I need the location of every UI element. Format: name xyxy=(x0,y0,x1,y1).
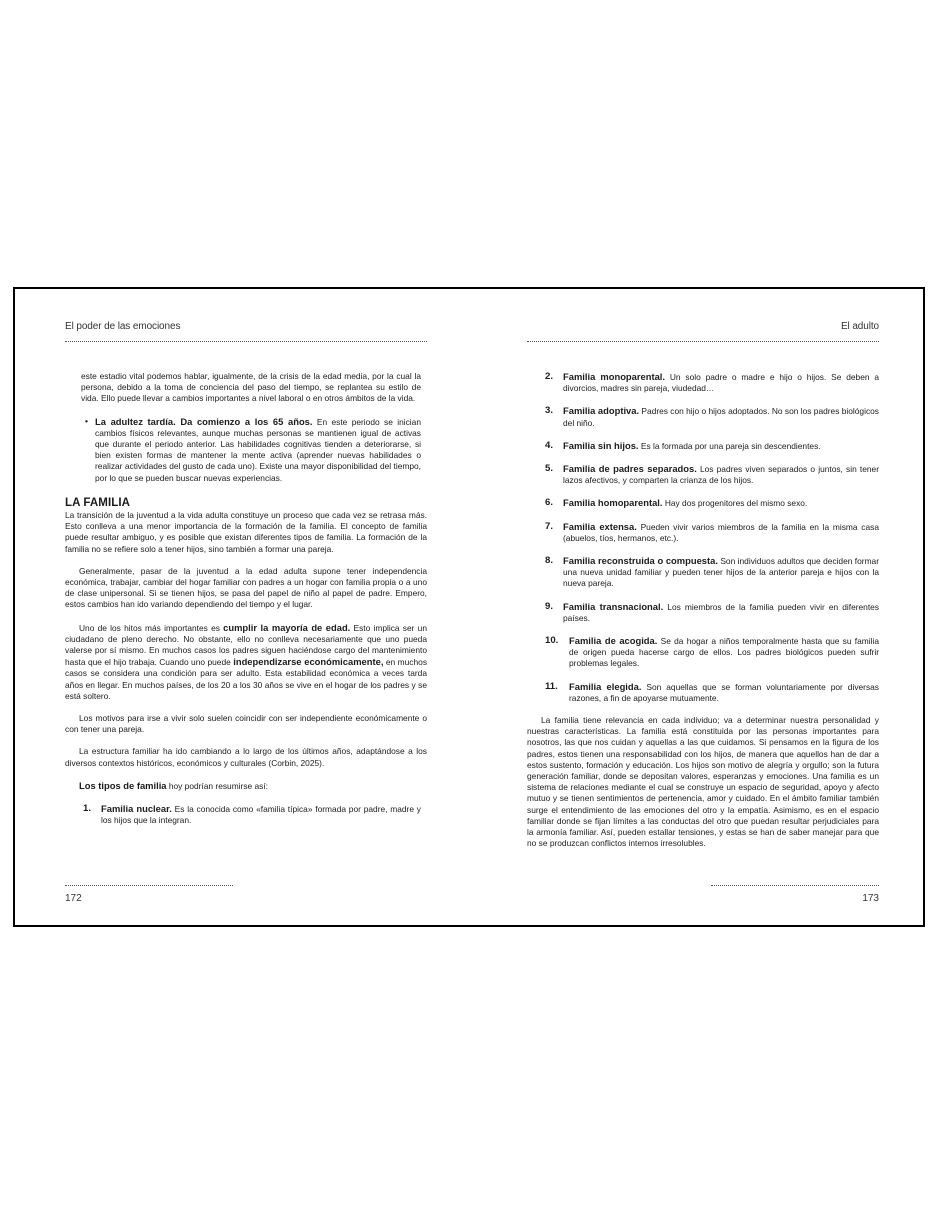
bullet-dot: • xyxy=(85,415,88,426)
list-item-bold: Familia homoparental. xyxy=(563,497,663,509)
list-item-4 xyxy=(545,440,879,452)
list-number: 1. xyxy=(83,803,92,815)
family-types-list xyxy=(527,371,879,704)
paragraph-1: La transición de la juventud a la vida adulta constituye un proceso que cada vez se retrasa más. Esto conlleva a una menor importancia de la formación de la familia. El concepto de familia puede resultar ambiguo, y es posible que existan diferentes tipos de familia. La formación de la familia no se refiere solo a tener hijos, sino también a formar una pareja. xyxy=(65,510,427,554)
list-item-text: Padres con hijo o hijos adoptados. No son los padres biológicos del niño. xyxy=(563,406,879,428)
list-item-9 xyxy=(545,601,879,624)
bullet-late-adulthood xyxy=(65,416,427,484)
list-number: 9. xyxy=(545,600,554,612)
list-item-bold: Familia nuclear. xyxy=(101,803,172,815)
list-item-text: Es la conocida como «familia típica» formada por padre, madre y los hijos que la integran. xyxy=(101,804,421,826)
paragraph-3 xyxy=(65,622,427,702)
list-item-bold: Familia sin hijos. xyxy=(563,439,639,451)
list-item-text: Los miembros de la familia pueden vivir en diferentes países. xyxy=(563,601,879,623)
paragraph-2: Generalmente, pasar de la juventud a la edad adulta supone tener independencia económica, trabajar, cambiar del hogar familiar con padres a un hogar con familia propia o a uno de clase unipersonal. Si se tienen hijos, se pasa del papel de niño al papel de padre. Empero, estos cambios han ido variando dependiendo del tiempo y el lugar. xyxy=(65,565,427,610)
list-number: 5. xyxy=(545,463,554,475)
section-title: LA FAMILIA xyxy=(65,496,131,509)
bullet-text: En este periodo se inician cambios físicos relevantes, aunque muchas personas se mantienen igual de activas que durante el periodo anterior. Las habilidades cognitivas tienden a deteriorarse, si bien existen formas de mantener la mente activa (aprender nuevas habilidades o realizar actividades del gusto de cada uno). Existe una mayor disponibilidad del tiempo, por lo que se pueden buscar nuevas experiencias. xyxy=(95,416,421,483)
list-number: 10. xyxy=(545,635,559,647)
list-item-1 xyxy=(83,803,427,826)
list-item-10 xyxy=(545,635,879,670)
header-rule-left xyxy=(65,341,427,342)
list-item-bold: Familia monoparental. xyxy=(563,371,666,382)
list-item-6 xyxy=(545,497,879,509)
right-page-body xyxy=(527,371,879,861)
paragraph-4: Los motivos para irse a vivir solo suelen coincidir con ser independiente económicamente o con tener una pareja. xyxy=(65,713,427,735)
list-item-5 xyxy=(545,463,879,486)
p3-bold-b: cumplir la mayoría de edad. xyxy=(223,621,351,633)
footer-rule-right xyxy=(711,885,879,886)
list-item-text: Se da hogar a niños temporalmente hasta que su familia de origen pueda hacerse cargo de ellos. Los padres biológicos pueden sufrir problemas legales. xyxy=(569,636,879,669)
list-item-bold: Familia de acogida. xyxy=(569,635,658,647)
list-item-text: Son individuos adultos que deciden formar una nueva unidad familiar y pueden tener hijos de la anterior pareja e hijos con la nueva pareja. xyxy=(563,556,880,589)
p3-bold-d: independizarse económicamente, xyxy=(233,656,384,668)
running-header-left: El poder de las emociones xyxy=(65,321,181,332)
closing-paragraph: La familia tiene relevancia en cada individuo; va a determinar nuestra personalidad y nuestras características. La familia está constituida por las personas importantes para nosotros, las que nos cuidan y aquellas a las que cuidamos. Si pensamos en la figura de los padres, estos tienen una responsabilidad con los hijos, de manera que aquellos han de dar a estos sustento, formación y educación. Los hijos son motivo de alegría y orgullo; son la futura generación familiar, donde se depositan valores, esperanzas y emociones. Una familia es un sistema de relaciones mediante el cual se construye un espacio de seguridad, apoyo y afecto mutuo y se tienen sentimientos de pertenencia, amor y cuidado. En el ámbito familiar también surge el entendimiento de las emociones del otro y la empatía. Asimismo, es en el espacio familiar donde se fijan límites a las conductas del otro que puedan resultar perjudiciales para la armonía familiar. Así, pueden estallar tensiones, y estas se han de saber manejar para que no se produzcan conflictos internos irresolubles. xyxy=(527,715,879,849)
list-number: 3. xyxy=(545,405,554,417)
list-item-text: Pueden vivir varios miembros de la familia en la misma casa (abuelos, tíos, hermanos, etc.). xyxy=(563,521,879,543)
footer-rule-left xyxy=(65,885,233,886)
header-rule-right xyxy=(527,341,879,342)
list-item-2 xyxy=(545,371,879,394)
left-page-body xyxy=(65,371,427,838)
list-item-bold: Familia transnacional. xyxy=(563,600,664,612)
list-item-bold: Familia de padres separados. xyxy=(563,463,697,475)
list-number: 7. xyxy=(545,520,554,532)
list-number: 2. xyxy=(545,371,554,382)
list-number: 8. xyxy=(545,555,554,567)
list-item-bold: Familia adoptiva. xyxy=(563,405,640,417)
list-item-bold: Familia extensa. xyxy=(563,520,637,532)
types-bold: Los tipos de familia xyxy=(79,779,167,791)
list-item-bold: Familia reconstruida o compuesta. xyxy=(563,555,718,567)
paragraph-5: La estructura familiar ha ido cambiando a lo largo de los últimos años, adaptándose a los diversos contextos históricos, económicos y culturales (Corbin, 2025). xyxy=(65,746,427,768)
list-item-text: Los padres viven separados o juntos, sin tener lazos afectivos, y comparten la crianza de los hijos. xyxy=(563,464,879,486)
list-item-8 xyxy=(545,555,879,590)
list-item-3 xyxy=(545,405,879,428)
book-spread xyxy=(13,287,925,927)
list-item-text: Son aquellas que se forman voluntariamente por diversas razones, a fin de apoyarse mutuamente. xyxy=(569,681,879,703)
types-text: hoy podrían resumirse así: xyxy=(166,780,268,791)
running-header-right: El adulto xyxy=(840,321,879,332)
p3-text-a: Uno de los hitos más importantes es xyxy=(79,622,224,633)
page-number-right: 173 xyxy=(862,893,879,904)
list-item-11 xyxy=(545,681,879,704)
page-number-left: 172 xyxy=(65,893,82,904)
list-item-text: Hay dos progenitores del mismo sexo. xyxy=(662,498,808,509)
p3-text-c: Esto implica ser un ciudadano de pleno derecho. No obstante, ello no conlleva necesariamente que uno pueda valerse por sí mismo. En muchos casos los padres siguen haciéndose cargo del mantenimiento hasta que el hijo trabaja. Cuando uno puede xyxy=(65,622,427,668)
left-page xyxy=(65,289,427,925)
bullet-bold: La adultez tardía. Da comienzo a los 65 años. xyxy=(95,415,313,427)
right-page xyxy=(527,289,879,925)
list-item-text: Es la formada por una pareja sin descendientes. xyxy=(638,440,821,451)
continued-paragraph: este estadio vital podemos hablar, igualmente, de la crisis de la edad media, por la cual la persona, debido a la toma de conciencia del paso del tiempo, se replantea su estilo de vida. Ello puede llevar a cambios importantes a nivel laboral o en otros ámbitos de la vida. xyxy=(81,371,421,404)
list-number: 11. xyxy=(545,680,558,692)
list-item-7 xyxy=(545,521,879,544)
list-number: 4. xyxy=(545,439,554,451)
types-lead xyxy=(65,780,427,792)
list-number: 6. xyxy=(545,497,554,509)
list-item-bold: Familia elegida. xyxy=(569,680,642,692)
list-item-text: Un solo padre o madre e hijo o hijos. Se deben a divorcios, madres sin pareja, viudedad… xyxy=(563,372,880,394)
p3-text-e: en muchos casos se considera una condición para ser adulto. Esta estabilidad económica a veces tarda años en llegar. En muchos países, de los 20 a los 30 años se vive en el hogar de los padres y se está soltero. xyxy=(65,657,428,701)
